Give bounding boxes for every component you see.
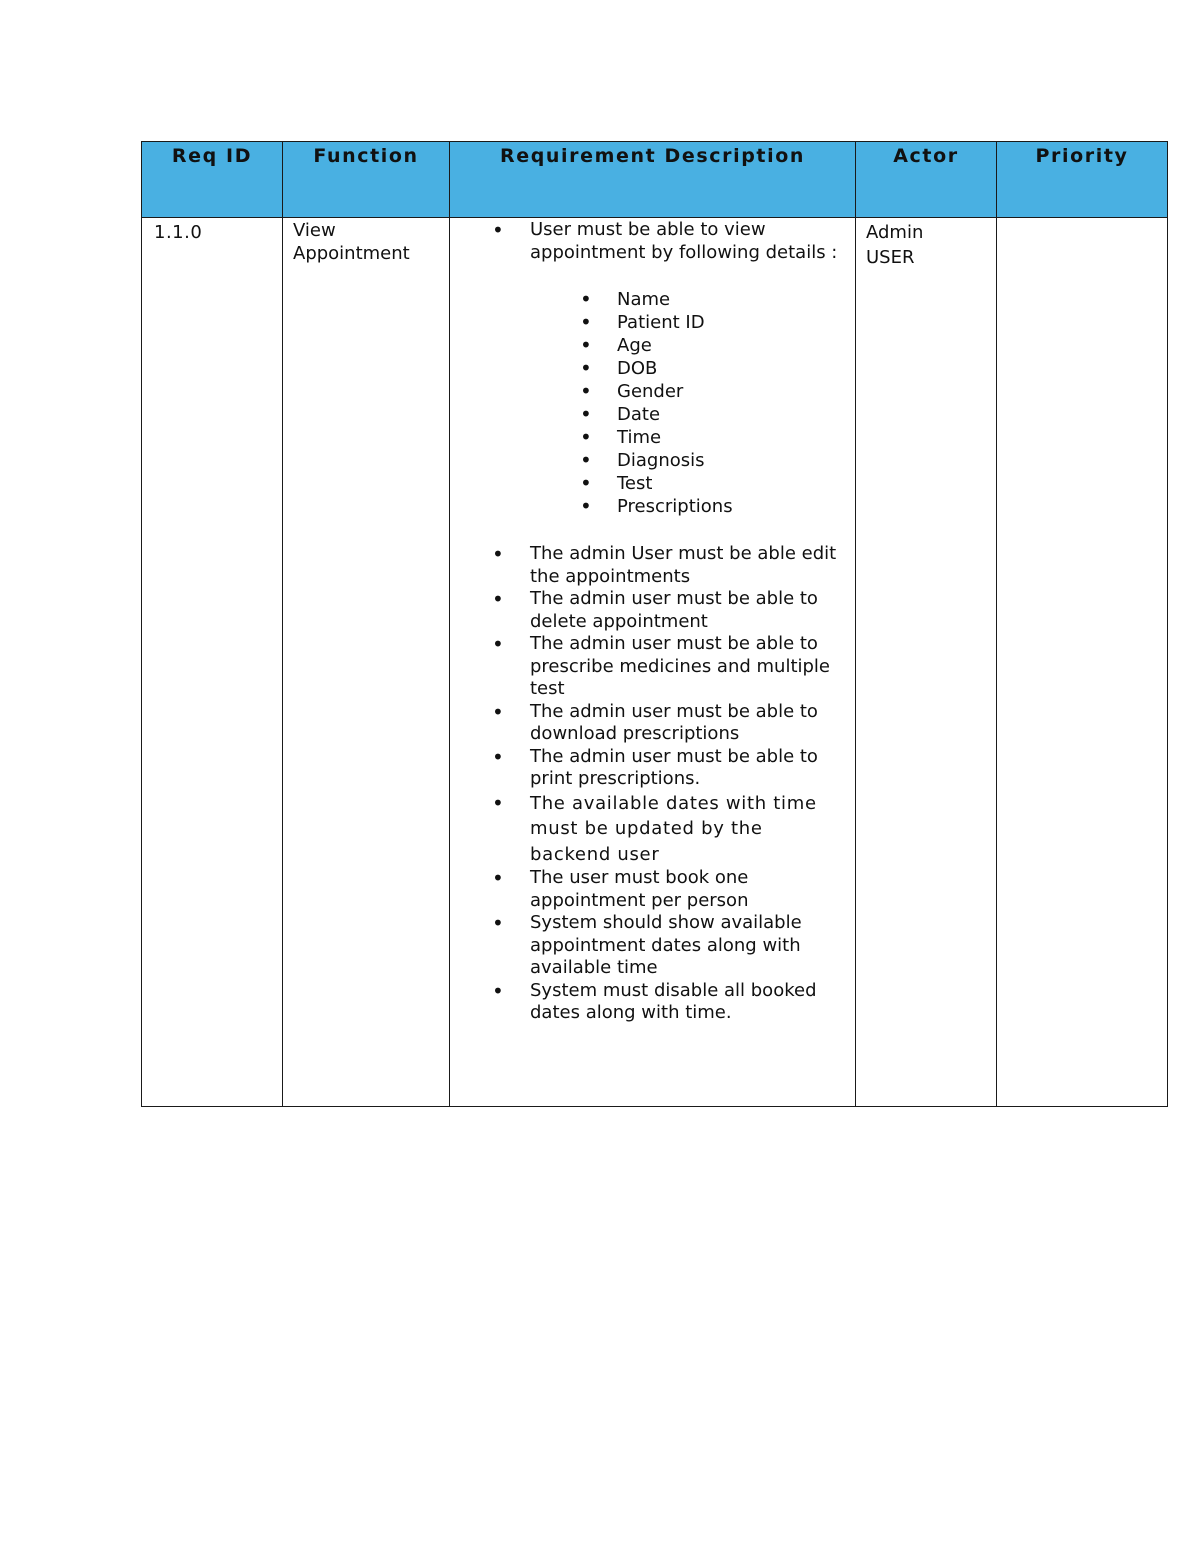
requirement-item: • The admin user must be able to download prescriptions (450, 701, 849, 746)
requirement-items-list (450, 543, 849, 1025)
detail-item: • Prescriptions (450, 495, 849, 518)
detail-item: • Patient ID (450, 311, 849, 334)
actor-line: USER (866, 247, 915, 268)
header-actor: Actor (856, 142, 997, 218)
requirement-item: • The admin user must be able to prescribe medicines and multiple test (450, 633, 849, 701)
table-row (142, 218, 1168, 1107)
detail-item: • Test (450, 472, 849, 495)
req-id-cell (142, 218, 283, 1107)
detail-item: • Date (450, 403, 849, 426)
actor-line: Admin (866, 222, 924, 243)
detail-item: • DOB (450, 357, 849, 380)
table-header-row (142, 142, 1168, 218)
description-list (450, 219, 849, 264)
header-priority: Priority (997, 142, 1168, 218)
detail-item: • Gender (450, 380, 849, 403)
detail-item: • Name (450, 288, 849, 311)
function-line: View (293, 220, 336, 241)
detail-item: • Age (450, 334, 849, 357)
details-list (450, 288, 849, 518)
requirement-item: • The admin user must be able to delete appointment (450, 588, 849, 633)
requirement-item: • The available dates with time must be updated by the backend user (450, 791, 849, 868)
function-line: Appointment (293, 242, 410, 264)
function-cell (283, 218, 450, 1107)
requirement-item: • The user must book one appointment per person (450, 867, 849, 912)
requirements-table (141, 141, 1168, 1107)
priority-cell (997, 218, 1168, 1107)
detail-item: • Diagnosis (450, 449, 849, 472)
requirement-item: • The admin user must be able to print prescriptions. (450, 746, 849, 791)
requirement-item: • The admin User must be able edit the appointments (450, 543, 849, 588)
header-function: Function (283, 142, 450, 218)
header-requirement-description: Requirement Description (450, 142, 856, 218)
req-id-value: 1.1.0 (154, 222, 203, 243)
header-req-id: Req ID (142, 142, 283, 218)
description-cell (450, 218, 856, 1107)
detail-item: • Time (450, 426, 849, 449)
requirement-item: • System must disable all booked dates along with time. (450, 980, 849, 1025)
actor-cell (856, 218, 997, 1107)
description-intro: • User must be able to view appointment by following details : (450, 219, 849, 264)
requirement-item: • System should show available appointment dates along with available time (450, 912, 849, 980)
